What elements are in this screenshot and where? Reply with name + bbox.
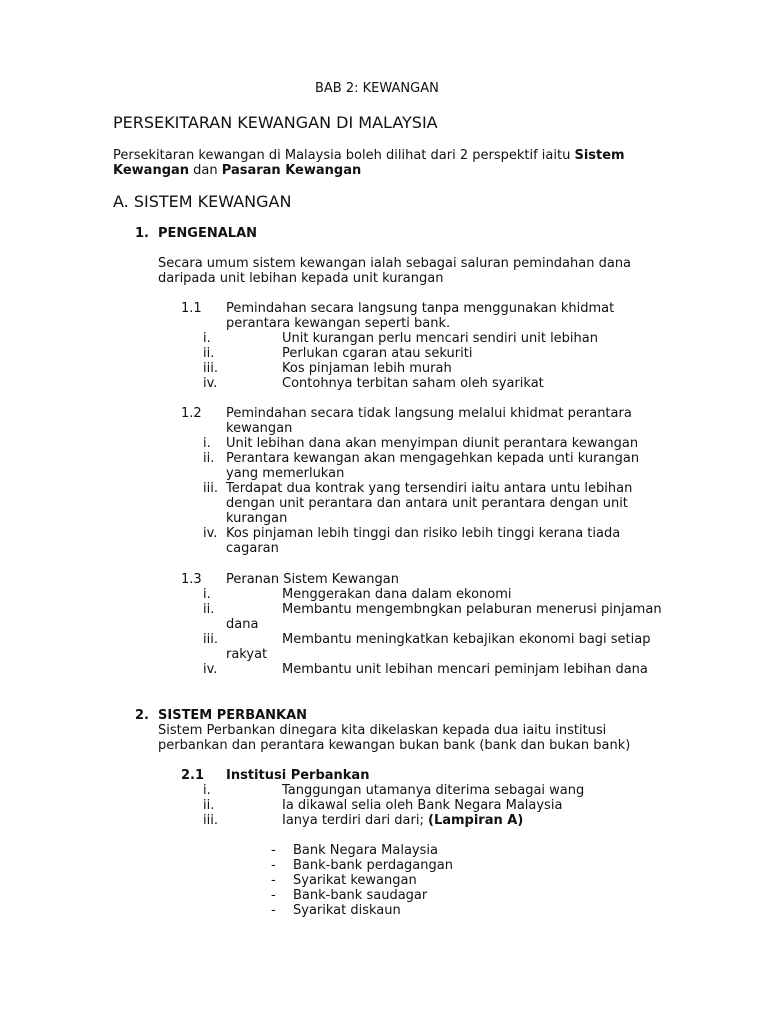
- intro-line-2: Kewangan dan Pasaran Kewangan: [113, 163, 362, 178]
- list-item-text: Membantu unit lebihan mencari peminjam lebihan dana: [282, 662, 648, 677]
- section-1-paragraph-line-1: Secara umum sistem kewangan ialah sebagai saluran pemindahan dana: [158, 256, 632, 271]
- list-item-text: Unit kurangan perlu mencari sendiri unit lebihan: [282, 331, 598, 346]
- list-item-number: ii.: [203, 798, 215, 813]
- list-item-number: i.: [203, 436, 211, 451]
- subsection-1-2-line-1: Pemindahan secara tidak langsung melalui khidmat perantara: [226, 406, 632, 421]
- list-item-text: Ianya terdiri dari dari; (Lampiran A): [282, 813, 524, 828]
- bullet-dash: -: [271, 843, 276, 858]
- section-2-number: 2.: [135, 708, 149, 723]
- main-title: PERSEKITARAN KEWANGAN DI MALAYSIA: [113, 113, 438, 132]
- subsection-1-2-line-2: kewangan: [226, 421, 293, 436]
- list-item-number: iv.: [203, 526, 218, 541]
- section-1-title: PENGENALAN: [158, 226, 258, 241]
- intro-line-1: Persekitaran kewangan di Malaysia boleh dilihat dari 2 perspektif iaitu Sistem: [113, 148, 625, 163]
- section-1-paragraph-line-2: daripada unit lebihan kepada unit kurangan: [158, 271, 444, 286]
- list-item-text-continued: kurangan: [226, 511, 288, 526]
- list-item-number: iii.: [203, 632, 218, 647]
- bullet-dash: -: [271, 873, 276, 888]
- list-item-text: Kos pinjaman lebih murah: [282, 361, 452, 376]
- list-item-number: i.: [203, 783, 211, 798]
- list-item-text-continued: yang memerlukan: [226, 466, 345, 481]
- subsection-1-1-number: 1.1: [181, 301, 202, 316]
- bullet-dash: -: [271, 903, 276, 918]
- list-item-text: Menggerakan dana dalam ekonomi: [282, 587, 512, 602]
- list-item-number: ii.: [203, 346, 215, 361]
- list-item-number: ii.: [203, 451, 215, 466]
- subsection-1-1-line-1: Pemindahan secara langsung tanpa menggunakan khidmat: [226, 301, 615, 316]
- list-item-number: iii.: [203, 813, 218, 828]
- list-item-number: i.: [203, 331, 211, 346]
- bullet-dash: -: [271, 888, 276, 903]
- section-a-title: A. SISTEM KEWANGAN: [113, 192, 292, 211]
- list-item-text: Perlukan cgaran atau sekuriti: [282, 346, 473, 361]
- bank-list-item: Syarikat kewangan: [293, 873, 417, 888]
- section-1-number: 1.: [135, 226, 149, 241]
- list-item-text: Membantu meningkatkan kebajikan ekonomi bagi setiap: [282, 632, 651, 647]
- subsection-2-1-number: 2.1: [181, 768, 205, 783]
- list-item-text: Ia dikawal selia oleh Bank Negara Malaysia: [282, 798, 563, 813]
- bank-list-item: Bank Negara Malaysia: [293, 843, 438, 858]
- bank-list-item: Bank-bank perdagangan: [293, 858, 453, 873]
- list-item-wrap: dana: [226, 617, 259, 632]
- subsection-1-3-number: 1.3: [181, 572, 202, 587]
- subsection-2-1-title: Institusi Perbankan: [226, 768, 370, 783]
- list-item-text: Kos pinjaman lebih tinggi dan risiko lebih tinggi kerana tiada: [226, 526, 621, 541]
- list-item-text: Perantara kewangan akan mengagehkan kepada unti kurangan: [226, 451, 640, 466]
- list-item-text: Contohnya terbitan saham oleh syarikat: [282, 376, 544, 391]
- list-item-text: Terdapat dua kontrak yang tersendiri iaitu antara untu lebihan: [226, 481, 633, 496]
- list-item-number: iv.: [203, 376, 218, 391]
- list-item-text-continued: dengan unit perantara dan antara unit perantara dengan unit: [226, 496, 628, 511]
- list-item-number: i.: [203, 587, 211, 602]
- list-item-number: iv.: [203, 662, 218, 677]
- section-2-paragraph-line-2: perbankan dan perantara kewangan bukan bank (bank dan bukan bank): [158, 738, 631, 753]
- list-item-number: iii.: [203, 361, 218, 376]
- bank-list-item: Bank-bank saudagar: [293, 888, 428, 903]
- list-item-number: ii.: [203, 602, 215, 617]
- subsection-1-1-line-2: perantara kewangan seperti bank.: [226, 316, 451, 331]
- bank-list-item: Syarikat diskaun: [293, 903, 401, 918]
- list-item-text: Unit lebihan dana akan menyimpan diunit perantara kewangan: [226, 436, 639, 451]
- subsection-1-3-title: Peranan Sistem Kewangan: [226, 572, 399, 587]
- bullet-dash: -: [271, 858, 276, 873]
- section-2-paragraph-line-1: Sistem Perbankan dinegara kita dikelaskan kepada dua iaitu institusi: [158, 723, 607, 738]
- section-2-title: SISTEM PERBANKAN: [158, 708, 308, 723]
- list-item-wrap: rakyat: [226, 647, 268, 662]
- chapter-heading: BAB 2: KEWANGAN: [315, 81, 439, 96]
- list-item-text-continued: cagaran: [226, 541, 279, 556]
- subsection-1-2-number: 1.2: [181, 406, 202, 421]
- list-item-number: iii.: [203, 481, 218, 496]
- list-item-text: Membantu mengembngkan pelaburan menerusi pinjaman: [282, 602, 662, 617]
- list-item-text: Tanggungan utamanya diterima sebagai wang: [282, 783, 585, 798]
